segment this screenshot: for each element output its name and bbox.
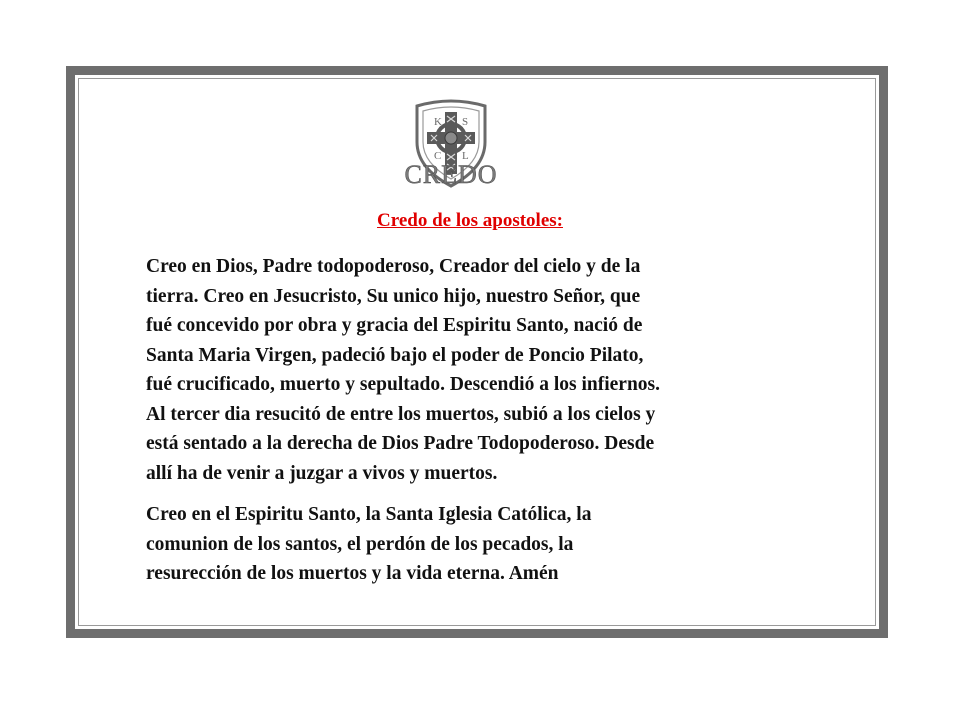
creed-text (146, 252, 806, 601)
logo-letter-c: C (434, 150, 442, 162)
text-line: allí ha de venir a juzgar a vivos y muertos. (146, 462, 498, 484)
text-line: está sentado a la derecha de Dios Padre Todopoderoso. Desde (146, 433, 655, 454)
text-line: Creo en el Espiritu Santo, la Santa Iglesia Católica, la (146, 504, 592, 525)
creed-paragraph-1 (146, 252, 806, 488)
text-line: fué concevido por obra y gracia del Espiritu Santo, nació de (146, 315, 643, 336)
logo-letter-k: K (434, 116, 442, 128)
text-line: fué crucificado, muerto y sepultado. Descendió a los infiernos. (146, 374, 661, 395)
text-line: comunion de los santos, el perdón de los pecados, la (146, 533, 574, 555)
creed-paragraph-2 (146, 500, 806, 589)
text-line: Santa Maria Virgen, padeció bajo el poder de Poncio Pilato, (146, 344, 644, 366)
logo-letter-s: S (462, 116, 469, 128)
text-line: resurección de los muertos y la vida eterna. Amén (146, 563, 559, 584)
logo-wordmark: CREDO (404, 160, 498, 189)
page-title: Credo de los apostoles: (377, 210, 563, 231)
text-line: Al tercer dia resucitó de entre los muertos, subió a los cielos y (146, 403, 656, 425)
text-line: Creo en Dios, Padre todopoderoso, Creador del cielo y de la (146, 256, 641, 277)
logo-letter-l: L (462, 150, 469, 162)
text-line: tierra. Creo en Jesucristo, Su unico hijo, nuestro Señor, que (146, 285, 641, 307)
